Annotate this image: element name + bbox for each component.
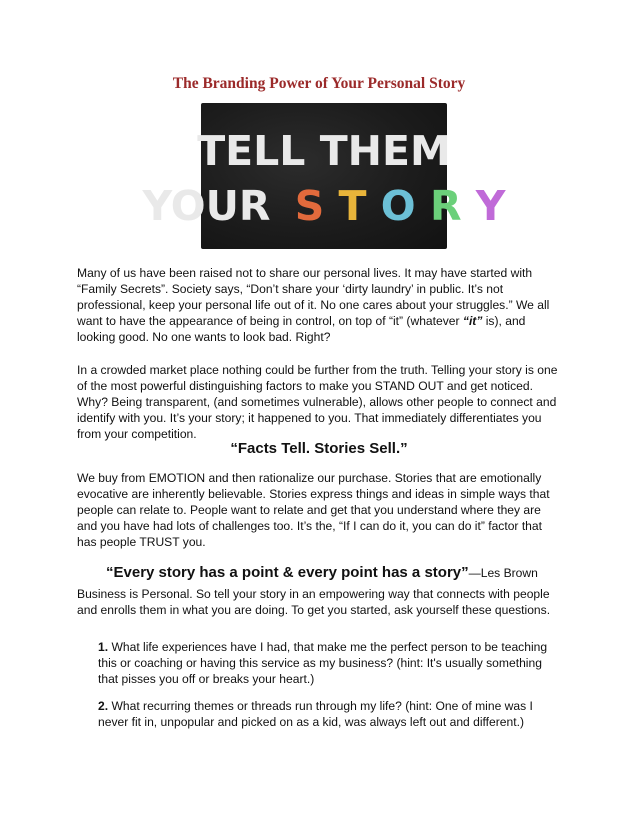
question-text: What recurring themes or threads run through my life? (hint: One of mine was I never fit in, unpopular and picked on as a kid, was always left out and different.)	[98, 699, 533, 729]
quote-attribution: —Les Brown	[468, 566, 538, 580]
question-number: 2.	[98, 699, 109, 713]
question-number: 1.	[98, 640, 109, 654]
chalk-letter-y: Y	[475, 182, 506, 230]
chalk-letter-o: O	[380, 182, 416, 230]
les-brown-quote	[106, 564, 586, 581]
quote-text: “Every story has a point & every point has a story”	[106, 564, 469, 581]
chalk-line-1: TELL THEM	[197, 127, 451, 175]
p1-text-b: is), and looking good. No one wants to look bad. Right?	[77, 314, 526, 344]
question-item-2	[98, 698, 558, 730]
chalk-letter-r: R	[429, 182, 462, 230]
p1-it-emphasis: “it”	[462, 314, 483, 328]
page-title: The Branding Power of Your Personal Story	[172, 75, 466, 92]
paragraph-family-secrets	[77, 265, 563, 345]
tell-them-your-story-image	[142, 103, 506, 249]
p1-text-a: Many of us have been raised not to share our personal lives. It may have started with “Family Secrets”. Society says, “Don’t share your ‘dirty laundry’ in public. It’s not professional, keep your personal life out of it. No one cares about your struggles.” We all want to have the appearance of being in control, on top of “it” (whatever	[77, 266, 550, 328]
chalkboard-graphic	[142, 103, 506, 249]
paragraph-business-personal: Business is Personal. So tell your story in an empowering way that connects with people and enrolls them in what you are doing. To get you started, ask yourself these questions.	[77, 587, 551, 617]
question-item-1	[98, 639, 558, 687]
heading-facts-tell: “Facts Tell. Stories Sell.”	[230, 440, 408, 457]
chalk-letter-t: T	[338, 182, 367, 230]
chalk-word-your: YOUR	[142, 182, 271, 230]
chalk-letter-s: S	[294, 182, 325, 230]
chalk-line-2	[142, 182, 507, 230]
paragraph-emotion: We buy from EMOTION and then rationalize our purchase. Stories that are emotionally evocative are inherently believable. Stories express things and ideas in simple ways that people can relate to. People want to relate and get that you understand where they are and you have had lots of challenges too. It’s the, “If I can do it, you can do it” factor that has people TRUST you.	[77, 471, 550, 549]
paragraph-crowded-market: In a crowded market place nothing could be further from the truth. Telling your story is one of the most powerful distinguishing factors to make you STAND OUT and get noticed. Why? Being transparent, (and sometimes vulnerable), allows other people to connect and identify with you. It’s your story; it happened to you. That immediately differentiates you from your competition.	[77, 363, 558, 441]
question-text: What life experiences have I had, that make me the perfect person to be teaching this or coaching or having this service as my business? (hint: It's usually something that pisses you off or breaks your heart.)	[98, 640, 548, 686]
